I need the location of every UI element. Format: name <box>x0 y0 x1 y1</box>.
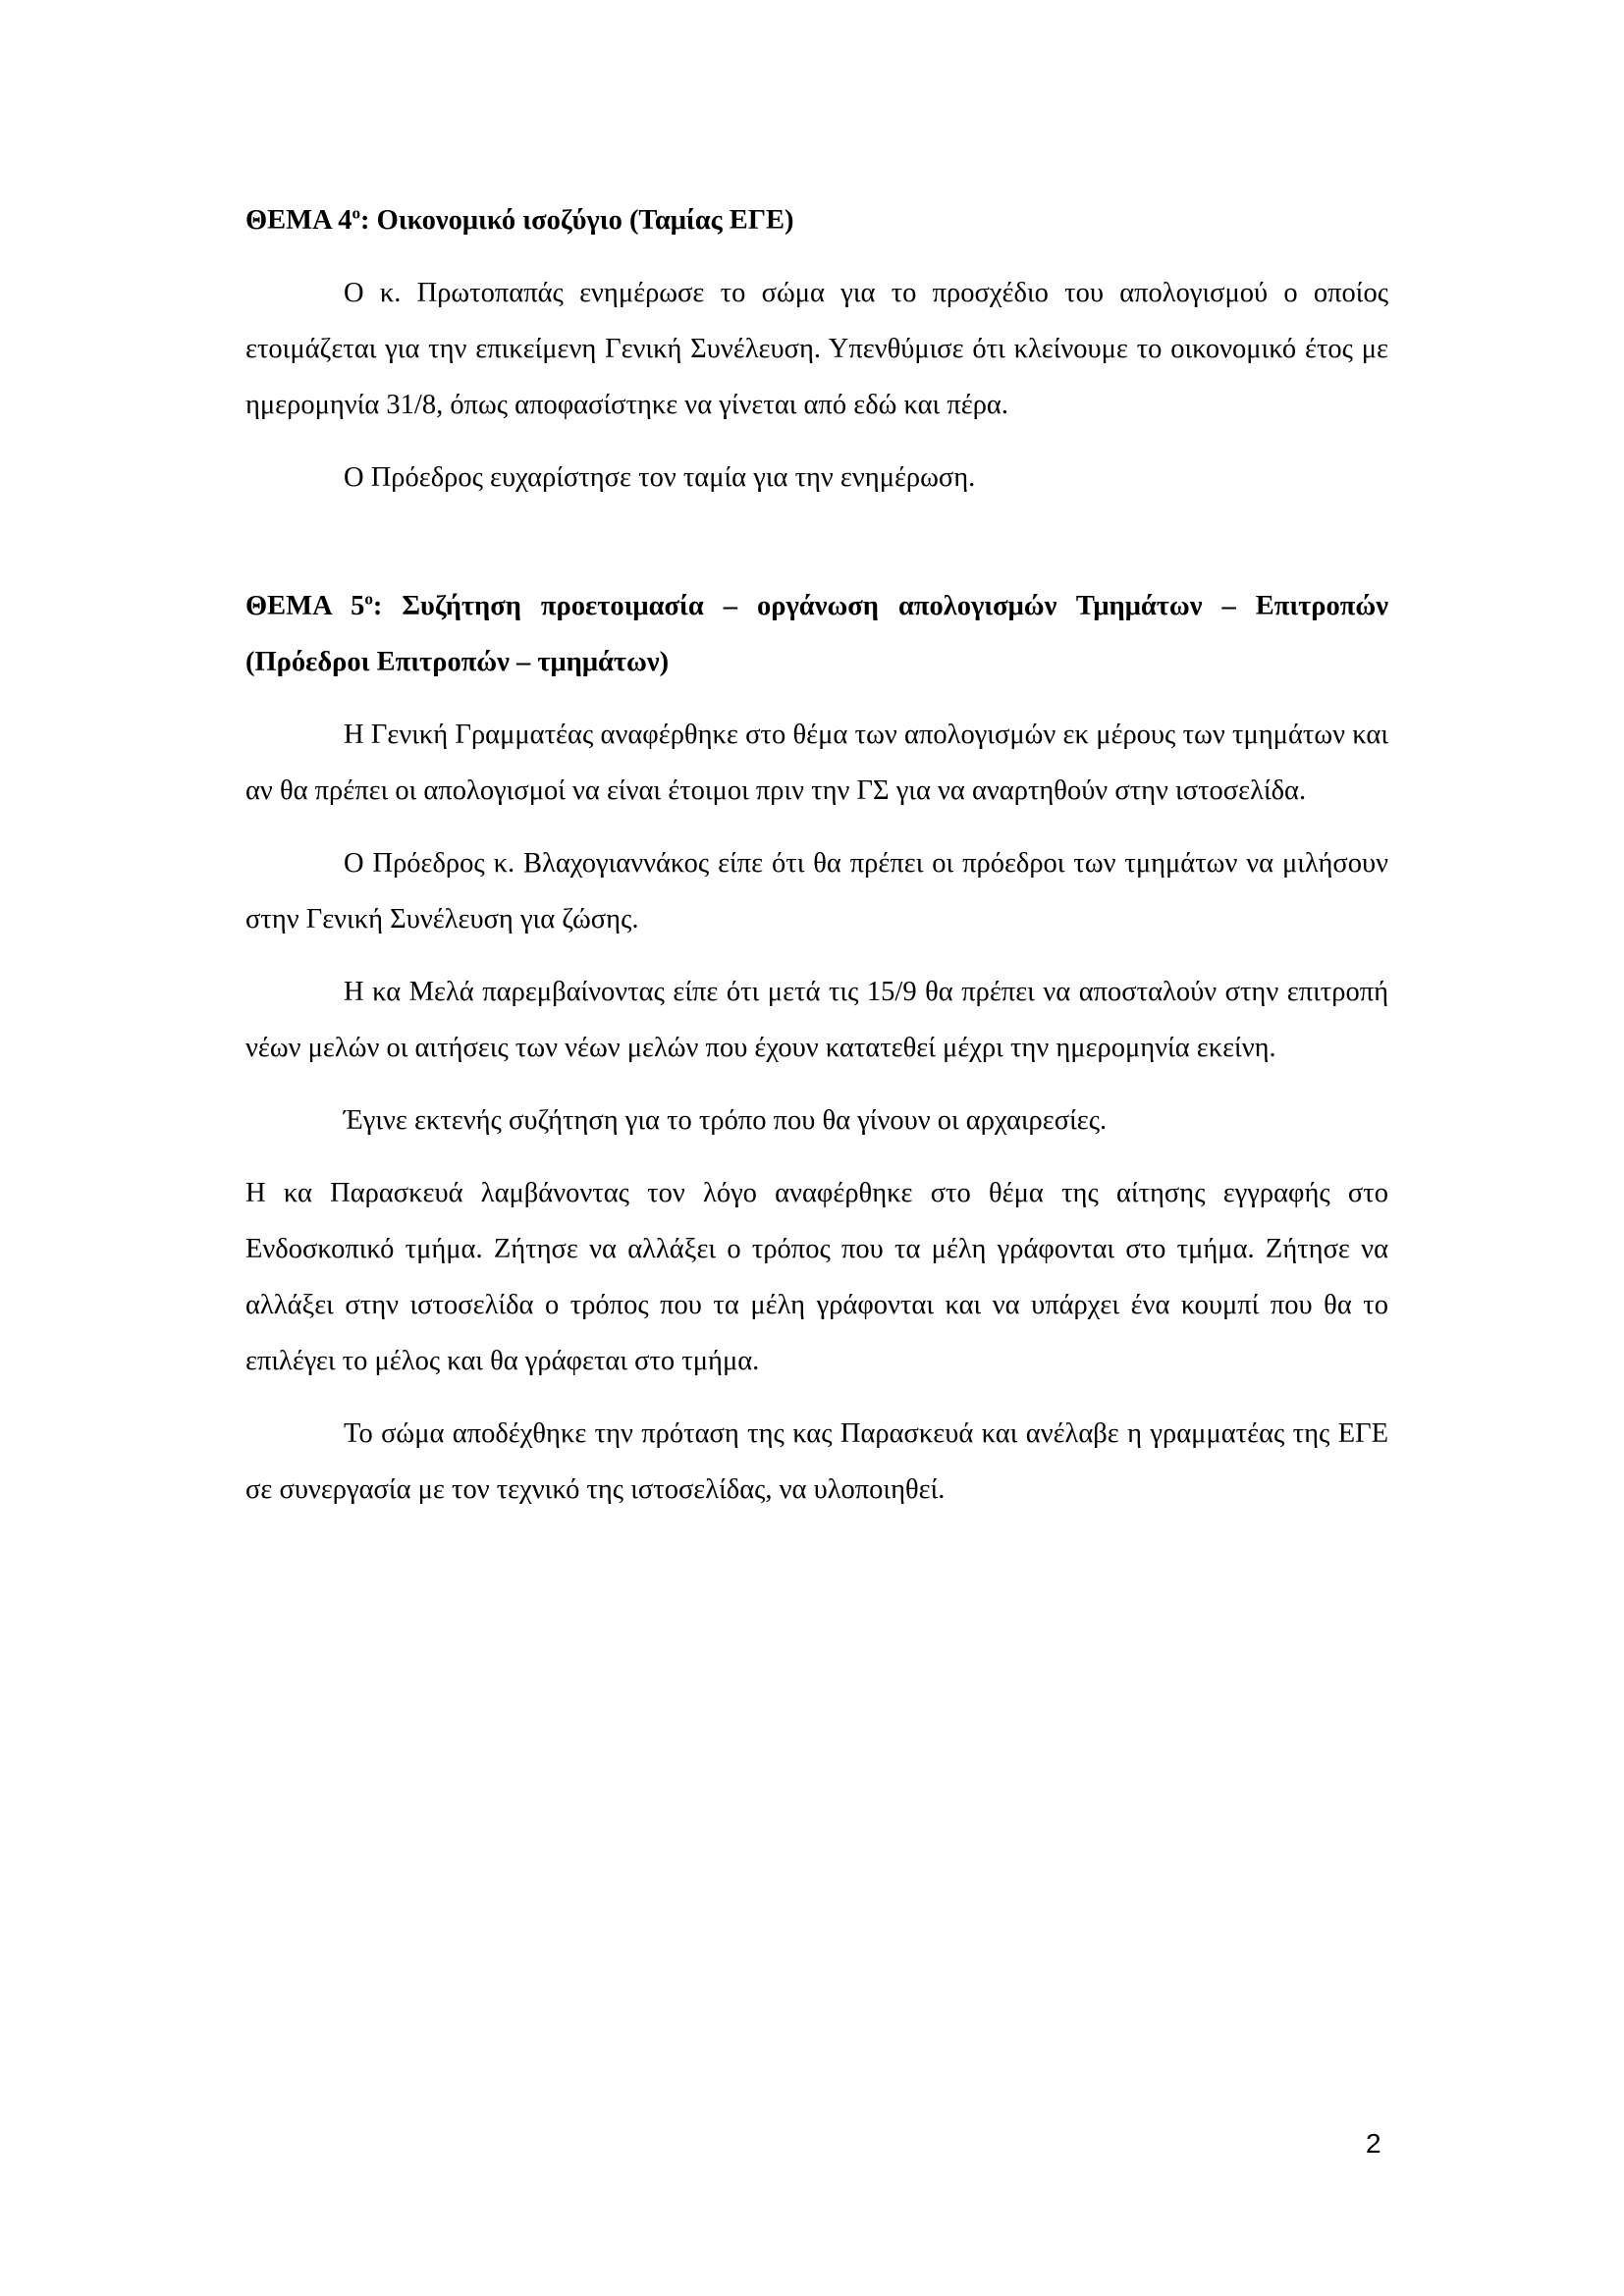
paragraph: Το σώμα αποδέχθηκε την πρόταση της κας Παρασκευά και ανέλαβε η γραμματέας της ΕΓΕ σε συνεργασία με τον τεχνικό της ιστοσελίδας, να υλοποιηθεί. <box>245 1418 1388 1505</box>
heading-superscript: ο <box>364 589 373 609</box>
heading-title: : Συζήτηση προετοιμασία – οργάνωση απολογισμών Τμημάτων – Επιτροπών (Πρόεδροι Επιτροπών – τμημάτων) <box>245 591 1388 677</box>
paragraph: Ο Πρόεδρος κ. Βλαχογιαννάκος είπε ότι θα πρέπει οι πρόεδροι των τμημάτων να μιλήσουν στην Γενική Συνέλευση για ζώσης. <box>245 848 1388 934</box>
heading-prefix: ΘΕΜΑ 5 <box>245 591 365 621</box>
section-heading-4 <box>245 192 1388 248</box>
page-number: 2 <box>1366 2128 1381 2159</box>
paragraph: Η κα Μελά παρεμβαίνοντας είπε ότι μετά τις 15/9 θα πρέπει να αποσταλούν στην επιτροπή νέων μελών οι αιτήσεις των νέων μελών που έχουν κατατεθεί μέχρι την ημερομηνία εκείνη. <box>245 977 1388 1063</box>
section-heading-5 <box>245 578 1388 690</box>
paragraph: Ο Πρόεδρος ευχαρίστησε τον ταμία για την ενημέρωση. <box>344 462 976 493</box>
paragraph: Η κα Παρασκευά λαμβάνοντας τον λόγο αναφέρθηκε στο θέμα της αίτησης εγγραφής στο Ενδοσκοπικό τμήμα. Ζήτησε να αλλάξει ο τρόπος που τα μέλη γράφονται στο τμήμα. Ζήτησε να αλλάξει στην ιστοσελίδα ο τρόπος που τα μέλη γράφονται και να υπάρχει ένα κουμπί που θα το επιλέγει το μέλος και θα γράφεται στο τμήμα. <box>245 1178 1388 1376</box>
paragraph: Έγινε εκτενής συζήτηση για το τρόπο που θα γίνουν οι αρχαιρεσίες. <box>344 1105 1108 1136</box>
document-page <box>245 192 1388 1518</box>
heading-superscript: ο <box>352 203 361 223</box>
paragraph: Η Γενική Γραμματέας αναφέρθηκε στο θέμα των απολογισμών εκ μέρους των τμημάτων και αν θα πρέπει οι απολογισμοί να είναι έτοιμοι πριν την ΓΣ για να αναρτηθούν στην ιστοσελίδα. <box>245 720 1388 806</box>
heading-title: : Οικονομικό ισοζύγιο (Ταμίας ΕΓΕ) <box>360 205 794 236</box>
heading-prefix: ΘΕΜΑ 4 <box>245 205 352 236</box>
paragraph: Ο κ. Πρωτοπαπάς ενημέρωσε το σώμα για το προσχέδιο του απολογισμού ο οποίος ετοιμάζεται για την επικείμενη Γενική Συνέλευση. Υπενθύμισε ότι κλείνουμε το οικονομικό έτος με ημερομηνία 31/8, όπως αποφασίστηκε να γίνεται από εδώ και πέρα. <box>245 278 1388 420</box>
